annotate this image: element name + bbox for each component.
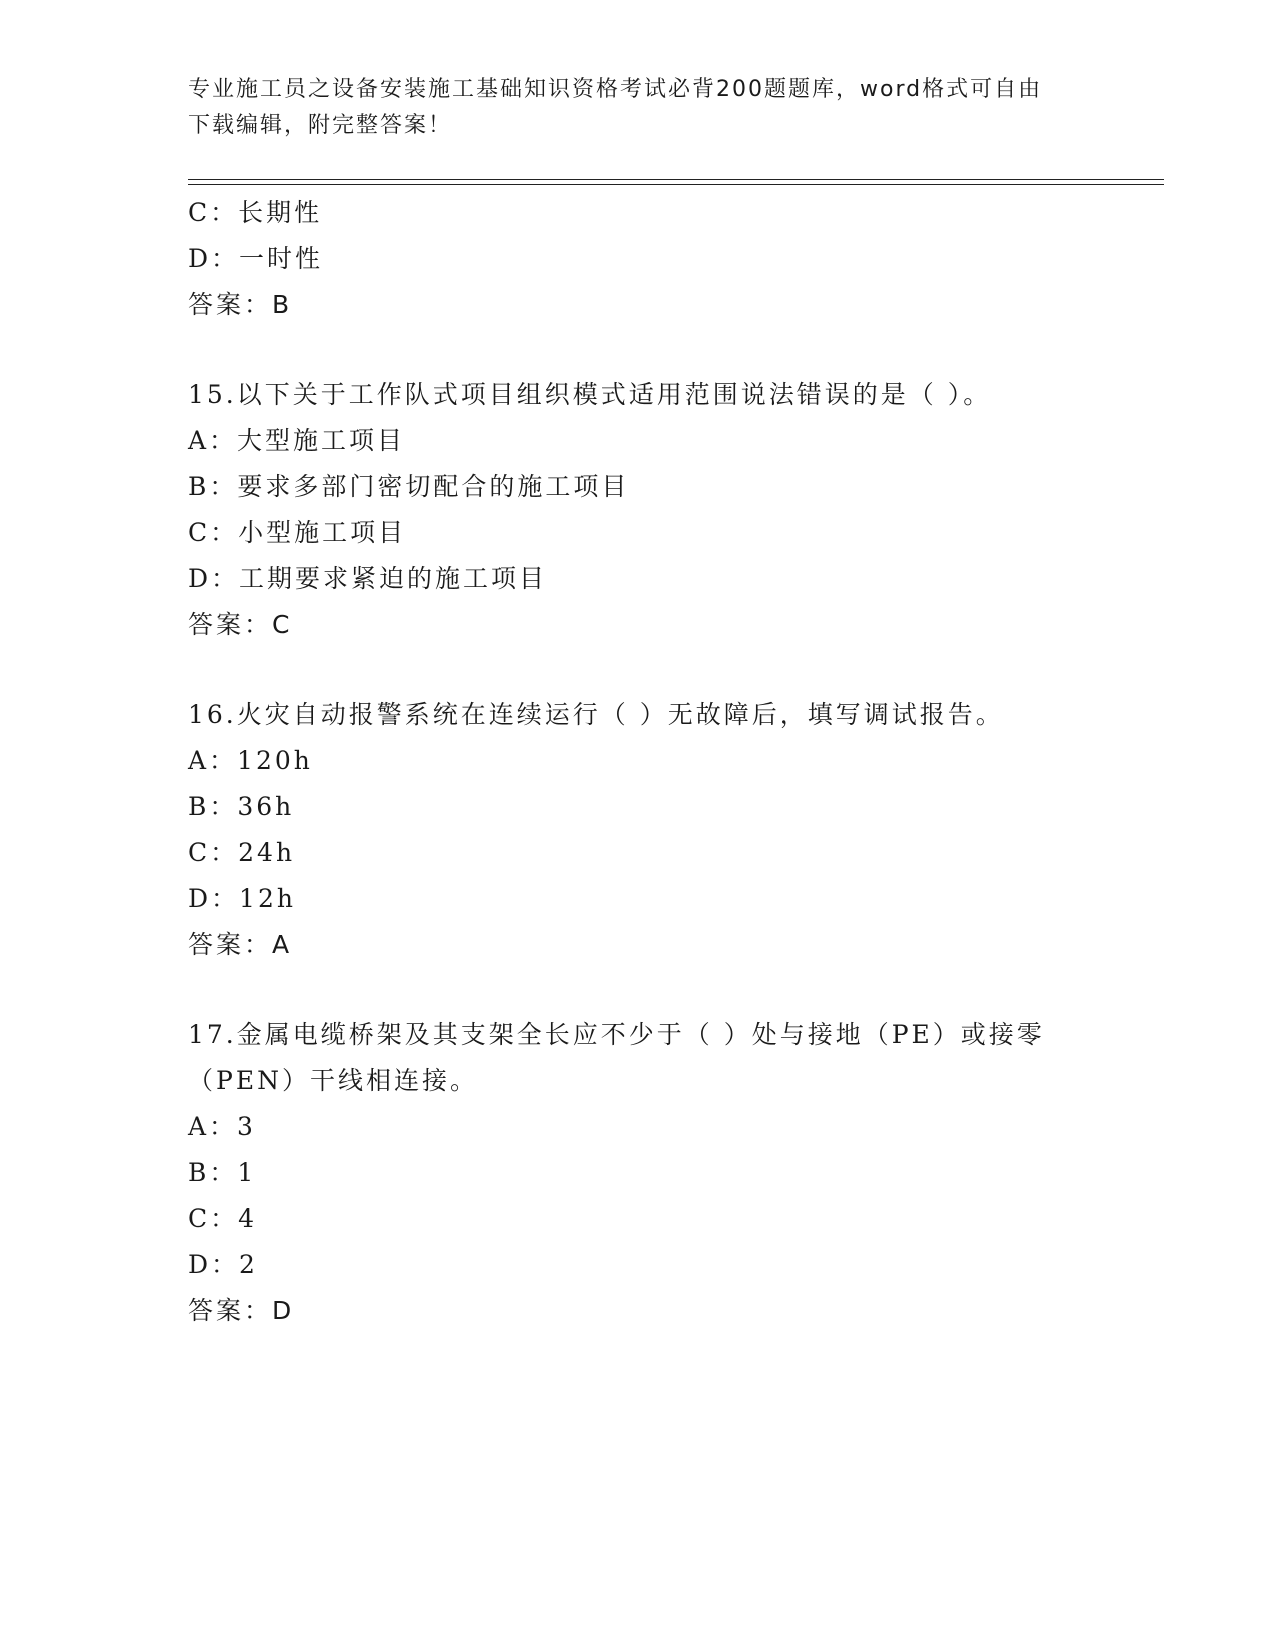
document-body [188,190,1088,1334]
header-divider-bottom [188,184,1164,185]
option-c: C：24h [188,838,296,867]
option-b: B：1 [188,1158,257,1187]
question-stem: 16.火灾自动报警系统在连续运行（ ）无故障后，填写调试报告。 [188,700,1004,729]
question-stem: 15.以下关于工作队式项目组织模式适用范围说法错误的是（ ）。 [188,380,992,409]
option-b: B：36h [188,792,295,821]
option-c: C：小型施工项目 [188,518,407,547]
answer-line: 答案：D [188,1296,295,1325]
header-divider-top [188,179,1164,180]
option-b: B：要求多部门密切配合的施工项目 [188,472,630,501]
question-15 [188,372,1088,648]
option-d: D：一时性 [188,244,324,273]
question-16 [188,692,1088,968]
document-header [188,72,1068,144]
option-a: A：3 [188,1112,256,1141]
header-line-1: 专业施工员之设备安装施工基础知识资格考试必背200题题库，word格式可自由 [188,77,1043,102]
option-d: D：2 [188,1250,258,1279]
header-line-2: 下载编辑，附完整答案！ [188,113,453,138]
partial-question [188,190,1088,328]
question-17 [188,1012,1088,1334]
answer-line: 答案：A [188,930,293,959]
option-d: D：工期要求紧迫的施工项目 [188,564,548,593]
question-stem-line-2: （PEN）干线相连接。 [188,1066,478,1095]
option-d: D：12h [188,884,296,913]
option-a: A：大型施工项目 [188,426,406,455]
answer-line: 答案：B [188,290,293,319]
option-a: A：120h [188,746,313,775]
question-stem-line-1: 17.金属电缆桥架及其支架全长应不少于（ ）处与接地（PE）或接零 [188,1020,1045,1049]
option-c: C：长期性 [188,198,323,227]
option-c: C：4 [188,1204,258,1233]
answer-line: 答案：C [188,610,293,639]
